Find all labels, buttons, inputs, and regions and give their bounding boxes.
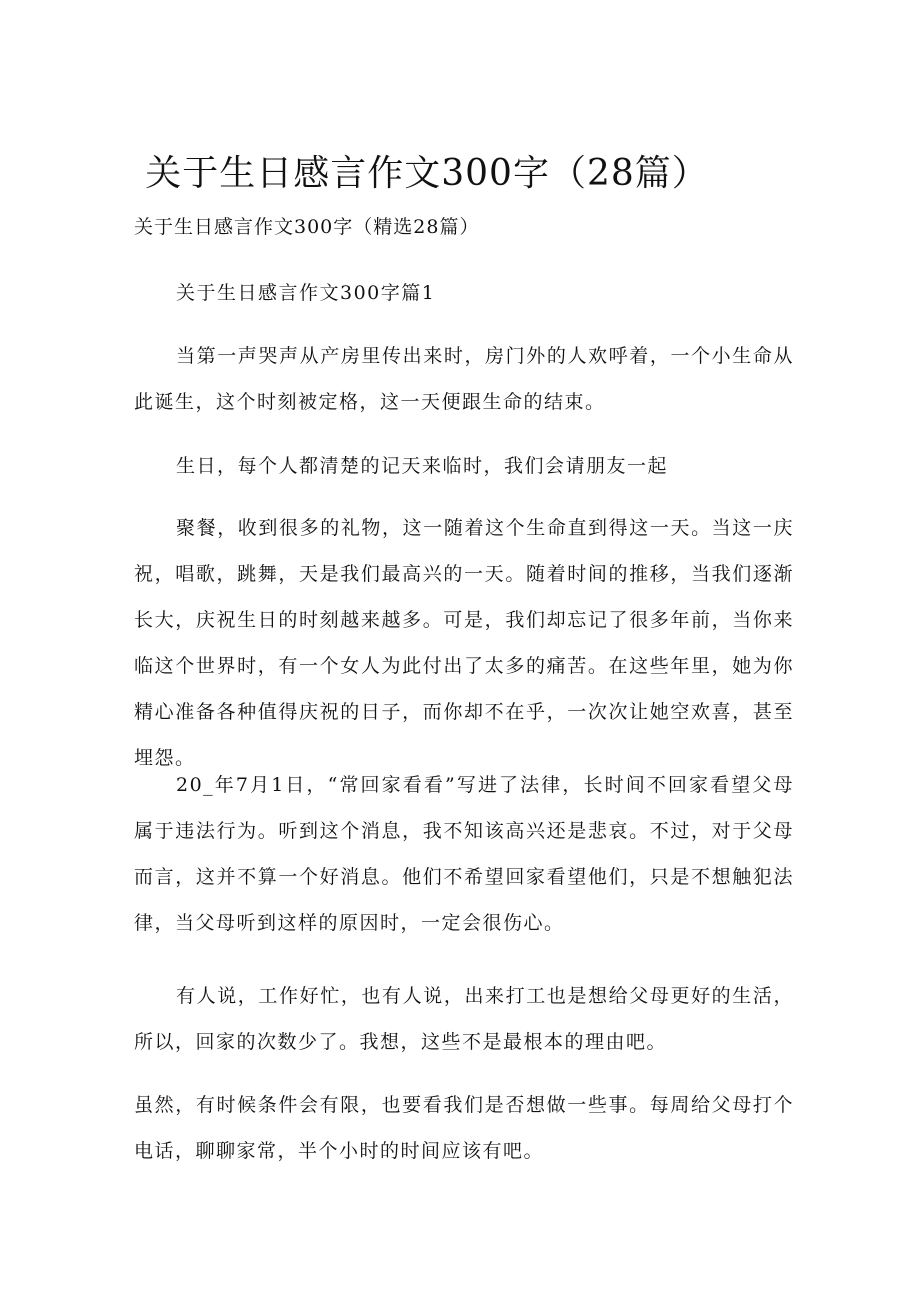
- paragraph-5: 有人说，工作好忙，也有人说，出来打工也是想给父母更好的生活，所以，回家的次数少了。我想，这些不是最根本的理由吧。: [134, 985, 794, 1053]
- paragraph-4: 20_年7月1日，“常回家看看”写进了法律，长时间不回家看望父母属于违法行为。听到这个消息，我不知该高兴还是悲哀。不过，对于父母而言，这并不算一个好消息。他们不希望回家看望他们，只是不想触犯法律，当父母听到这样的原因时，一定会很伤心。: [134, 774, 794, 934]
- document-subtitle: 关于生日感言作文300字（精选28篇）: [134, 216, 480, 238]
- section-heading: 关于生日感言作文300字篇1: [176, 282, 436, 304]
- paragraph-3: 聚餐，收到很多的礼物，这一随着这个生命直到得这一天。当这一庆祝，唱歌，跳舞，天是我们最高兴的一天。随着时间的推移，当我们逐渐长大，庆祝生日的时刻越来越多。可是，我们却忘记了很多年前，当你来临这个世界时，有一个女人为此付出了太多的痛苦。在这些年里，她为你精心准备各种值得庆祝的日子，而你却不在乎，一次次让她空欢喜，甚至埋怨。: [134, 517, 794, 769]
- document-title: 关于生日感言作文300字（28篇）: [145, 153, 709, 194]
- paragraph-2: 生日，每个人都清楚的记天来临时，我们会请朋友一起: [176, 455, 669, 477]
- paragraph-1: 当第一声哭声从产房里传出来时，房门外的人欢呼着，一个小生命从此诞生，这个时刻被定格，这一天便跟生命的结束。: [134, 345, 794, 413]
- paragraph-6: 虽然，有时候条件会有限，也要看我们是否想做一些事。每周给父母打个电话，聊聊家常，半个小时的时间应该有吧。: [134, 1094, 794, 1162]
